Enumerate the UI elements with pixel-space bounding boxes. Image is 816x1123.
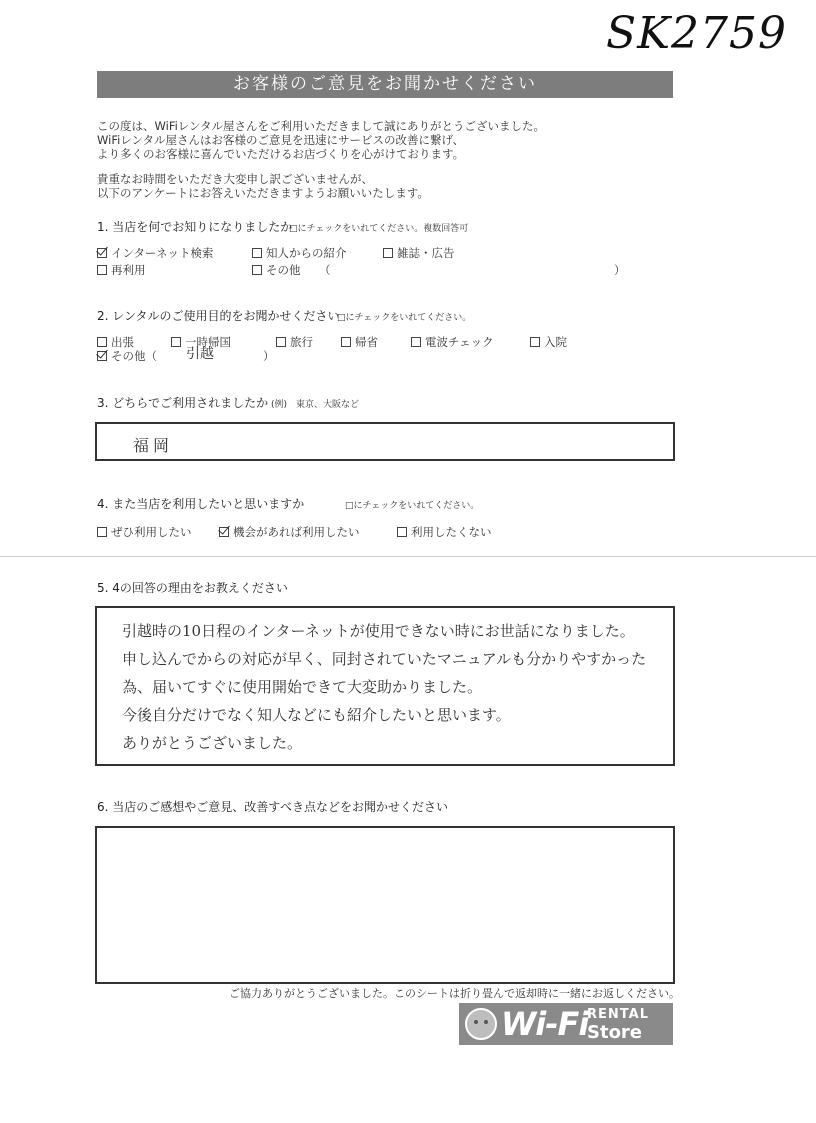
q5-answer-line-2: 申し込んでからの対応が早く、同封されていたマニュアルも分かりやすかった [122, 650, 647, 668]
logo-store-text: Store [587, 1022, 643, 1043]
q2-option-hospital[interactable]: 入院 [530, 334, 567, 350]
q3-answer: 福岡 [133, 436, 174, 455]
q1-option-other[interactable]: その他 [252, 262, 301, 278]
checkbox-icon[interactable] [397, 527, 407, 537]
q1-other-paren-close: ） [614, 263, 626, 277]
checkbox-checked-icon[interactable] [97, 351, 107, 361]
checkbox-icon[interactable] [97, 337, 107, 347]
q1-option-referral[interactable]: 知人からの紹介 [252, 245, 347, 261]
footer-note: ご協力ありがとうございました。このシートは折り畳んで返却時に一緒にお返しください。 [229, 987, 680, 1000]
q2-option-signal-check[interactable]: 電波チェック [411, 334, 494, 350]
q5-answer-line-1: 引越時の10日程のインターネットが使用できない時にお世話になりました。 [122, 622, 635, 640]
document-id: SK2759 [606, 8, 787, 59]
q1-label: 1. 当店を何でお知りになりましたか [97, 220, 293, 234]
logo-rental-text: RENTAL [587, 1007, 649, 1022]
q2-label: 2. レンタルのご使用目的をお聞かせください [97, 309, 340, 323]
q2-option-business[interactable]: 出張 [97, 334, 134, 350]
mascot-icon [465, 1008, 497, 1040]
wifi-rental-store-logo [459, 1003, 673, 1045]
q4-option-no[interactable]: 利用したくない [397, 524, 492, 540]
q5-answer-line-5: ありがとうございました。 [122, 734, 303, 752]
q1-option-reuse[interactable]: 再利用 [97, 262, 146, 278]
fold-line [0, 556, 816, 557]
intro-line-4: 貴重なお時間をいただき大変申し訳ございませんが、 [97, 172, 373, 186]
checkbox-checked-icon[interactable] [219, 527, 229, 537]
checkbox-checked-icon[interactable] [97, 248, 107, 258]
checkbox-icon[interactable] [97, 265, 107, 275]
q6-answer-box[interactable] [95, 826, 675, 984]
checkbox-icon[interactable] [97, 527, 107, 537]
q5-answer-line-3: 為、届いてすぐに使用開始できて大変助かりました。 [122, 678, 483, 696]
q6-label: 6. 当店のご感想やご意見、改善すべき点などをお聞かせください [97, 800, 449, 814]
checkbox-icon[interactable] [411, 337, 421, 347]
q1-option-magazine[interactable]: 雑誌・広告 [383, 245, 455, 261]
checkbox-icon[interactable] [530, 337, 540, 347]
q3-answer-box[interactable] [95, 422, 675, 461]
q1-option-internet[interactable]: インターネット検索 [97, 245, 213, 261]
q2-option-homecoming[interactable]: 帰省 [341, 334, 378, 350]
logo-wifi-text: Wi-Fi [501, 1005, 589, 1043]
intro-line-1: この度は、WiFiレンタル屋さんをご利用いただきまして誠にありがとうございました。 [97, 119, 546, 133]
q3-label: 3. どちらでご利用されましたか [97, 396, 269, 410]
q5-label: 5. 4の回答の理由をお教えください [97, 581, 288, 595]
q1-note: □にチェックをいれてください。複数回答可 [289, 224, 469, 234]
q2-other-answer: 引越 [186, 346, 214, 362]
intro-line-3: より多くのお客様に喜んでいただけるお店づくりを心がけております。 [97, 147, 465, 161]
q2-option-travel[interactable]: 旅行 [276, 334, 313, 350]
q5-answer-line-4: 今後自分だけでなく知人などにも紹介したいと思います。 [122, 706, 511, 724]
checkbox-icon[interactable] [252, 248, 262, 258]
intro-line-5: 以下のアンケートにお答えいただきますようお願いいたします。 [97, 186, 429, 200]
q4-option-if-chance[interactable]: 機会があれば利用したい [219, 524, 360, 540]
q2-note: □にチェックをいれてください。 [337, 313, 472, 323]
q4-option-definitely[interactable]: ぜひ利用したい [97, 524, 192, 540]
checkbox-icon[interactable] [252, 265, 262, 275]
q4-label: 4. また当店を利用したいと思いますか [97, 497, 305, 511]
checkbox-icon[interactable] [171, 337, 181, 347]
q4-note: □にチェックをいれてください。 [345, 501, 480, 511]
form-title: お客様のご意見をお聞かせください [97, 71, 673, 98]
q3-note: (例) 東京、大阪など [271, 400, 360, 410]
q2-option-temporary-return[interactable]: 一時帰国 [171, 334, 231, 350]
checkbox-icon[interactable] [383, 248, 393, 258]
q2-other-paren-close: ） [263, 349, 275, 363]
q1-other-paren-open: （ [319, 263, 331, 277]
checkbox-icon[interactable] [341, 337, 351, 347]
checkbox-icon[interactable] [276, 337, 286, 347]
intro-line-2: WiFiレンタル屋さんはお客様のご意見を迅速にサービスの改善に繋げ、 [97, 133, 465, 147]
q2-option-other[interactable]: その他（ [97, 348, 157, 364]
